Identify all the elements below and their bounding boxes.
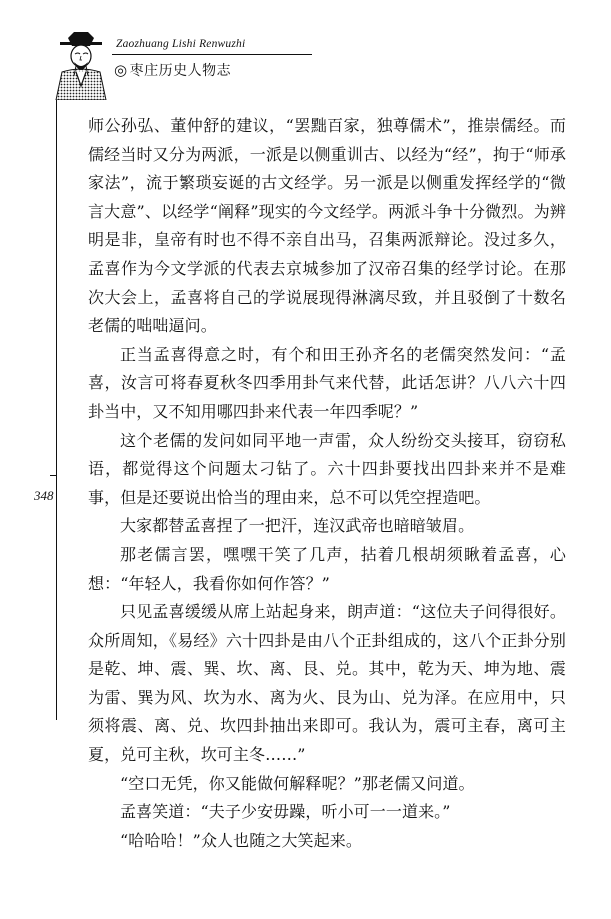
paragraph: 这个老儒的发问如同平地一声雷，众人纷纷交头接耳，窃窃私语，都觉得这个问题太刁钻了。六十四卦要找出四卦来并不是难事，但是还要说出恰当的理由来，总不可以凭空捏造吧。 (88, 430, 566, 507)
margin-rule (56, 100, 57, 720)
paragraph: “哈哈哈！”众人也随之大笑起来。 (120, 830, 362, 850)
header-title-chinese (114, 60, 231, 80)
paragraph: 正当孟喜得意之时，有个和田王孙齐名的老儒突然发问：“孟喜，汝言可将春夏秋冬四季用卦气来代替，此话怎讲？八八六十四卦当中，又不知用哪四卦来代表一年四季呢？” (88, 344, 566, 421)
scholar-portrait-icon (54, 32, 108, 100)
header-title-english: Zaozhuang Lishi Renwuzhi (116, 38, 246, 50)
paragraph: 大家都替孟喜捏了一把汗，连汉武帝也暗暗皱眉。 (120, 516, 475, 536)
margin-tick (50, 475, 57, 476)
paragraph: 那老儒言罢，嘿嘿干笑了几声，拈着几根胡须瞅着孟喜，心想：“年轻人，我看你如何作答？” (88, 544, 566, 593)
paragraph: 师公孙弘、董仲舒的建议，“罢黜百家，独尊儒术”，推崇儒经。而儒经当时又分为两派，一派是以侧重训古、以经为“经”，拘于“师承家法”，流于繁琐妄诞的古文经学。另一派是以侧重发挥经学的“微言大意”、以经学“阐释”现实的今文经学。两派斗争十分微烈。为辨明是非，皇帝有时也不得不亲自出马，召集两派辩论。没过多久，孟喜作为今文学派的代表去京城参加了汉帝召集的经学讨论。在那次大会上，孟喜将自己的学说展现得淋漓尽致，并且驳倒了十数名老儒的咄咄逼问。 (88, 116, 566, 336)
paragraph: 只见孟喜缓缓从席上站起身来，朗声道：“这位夫子问得很好。众所周知，《易经》六十四卦是由八个正卦组成的，这八个正卦分别是乾、坤、震、巽、坎、离、艮、兑。其中，乾为天、坤为地、震为雷、巽为风、坎为水、离为火、艮为山、兑为泽。在应用中，只须将震、离、兑、坎四卦抽出来即可。我认为，震可主春，离可主夏，兑可主秋，坎可主冬……” (88, 602, 566, 765)
body-text (88, 112, 566, 855)
page-number: 348 (34, 488, 54, 503)
running-header (54, 32, 314, 102)
header-rule (112, 54, 312, 55)
paragraph: 孟喜笑道：“夫子少安毋躁，听小可一一道来。” (120, 802, 451, 822)
header-title-chinese-text: 枣庄历史人物志 (129, 63, 232, 79)
paragraph: “空口无凭，你又能做何解释呢？”那老儒又问道。 (120, 773, 475, 793)
emblem-icon: ◎ (114, 61, 128, 79)
